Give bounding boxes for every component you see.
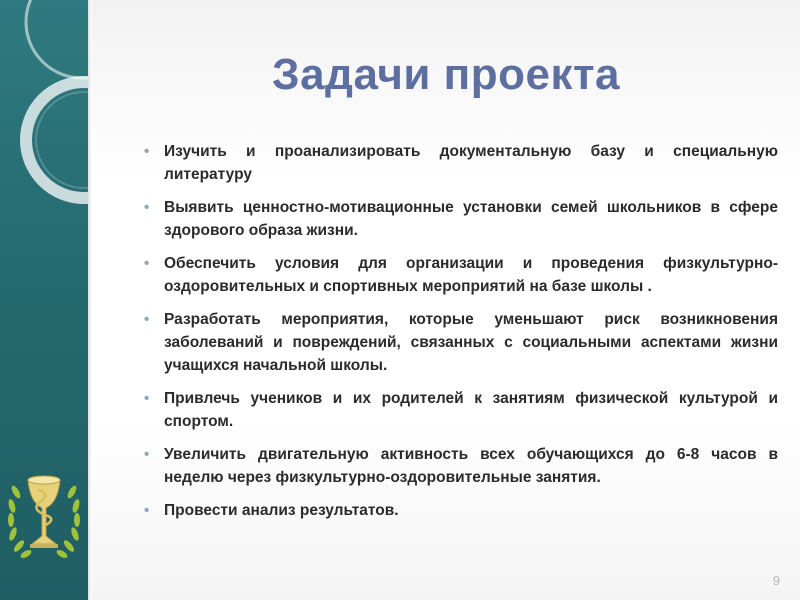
list-item	[142, 443, 778, 489]
list-item-text: Выявить ценностно-мотивационные установки семей школьников в сфере здорового образа жизни.	[164, 199, 778, 239]
slide-title: Задачи проекта	[272, 50, 620, 99]
list-item	[142, 140, 778, 186]
list-item-text: Обеспечить условия для организации и проведения физкультурно-оздоровительных и спортивных мероприятий на базе школы .	[164, 255, 778, 295]
bullet-icon: •	[144, 255, 150, 272]
list-item-text: Провести анализ результатов.	[164, 502, 399, 519]
cup-with-laurel-icon	[0, 462, 88, 572]
list-item	[142, 196, 778, 242]
bullet-icon: •	[144, 502, 150, 519]
list-item	[142, 252, 778, 298]
list-item	[142, 387, 778, 433]
list-item-text: Привлечь учеников и их родителей к занятиям физической культурой и спортом.	[164, 390, 778, 430]
bullet-icon: •	[144, 446, 150, 463]
bullet-icon: •	[144, 390, 150, 407]
sidebar-panel	[0, 0, 88, 600]
list-item-text: Разработать мероприятия, которые уменьшают риск возникновения заболеваний и повреждений, связанных с социальными аспектами жизни учащихся начальной школы.	[164, 311, 778, 374]
bullet-icon: •	[144, 311, 150, 328]
list-item	[142, 308, 778, 377]
bullet-icon: •	[144, 199, 150, 216]
list-item-text: Увеличить двигательную активность всех обучающихся до 6-8 часов в неделю через физкультурно-оздоровительные занятия.	[164, 446, 778, 486]
task-list	[142, 140, 778, 532]
bullet-icon: •	[144, 143, 150, 160]
page-number: 9	[772, 573, 780, 588]
list-item	[142, 499, 778, 522]
list-item-text: Изучить и проанализировать документальную базу и специальную литературу	[164, 143, 778, 183]
